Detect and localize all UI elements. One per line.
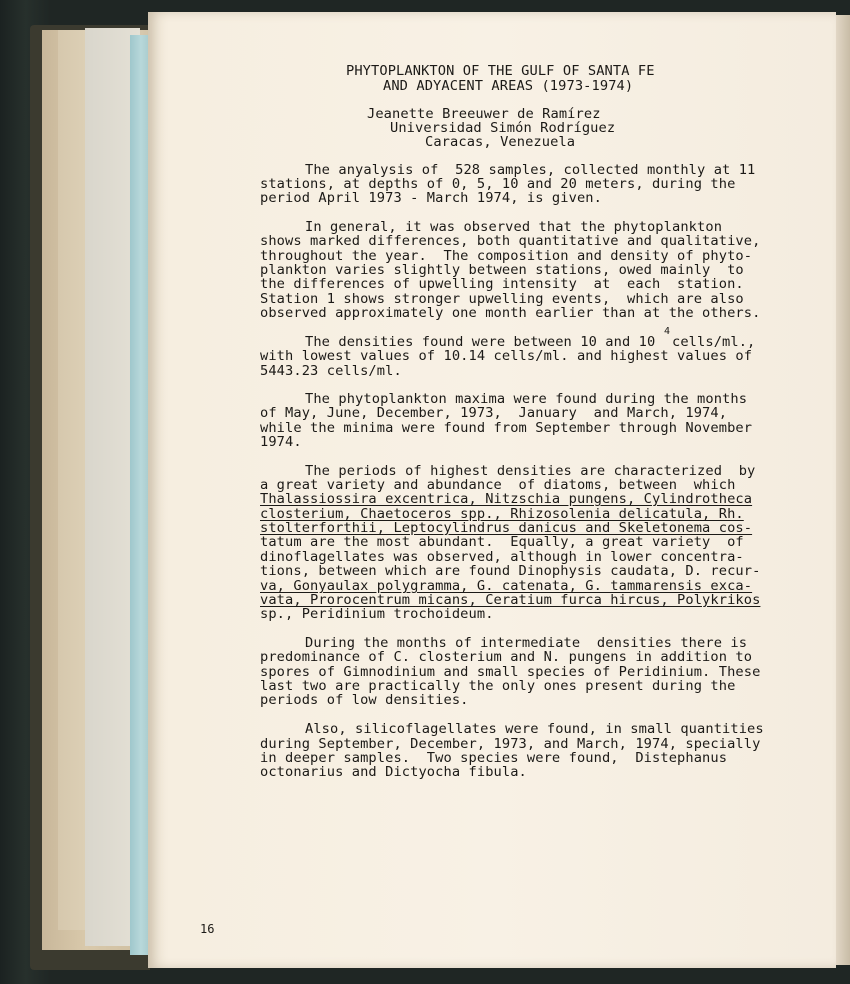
body-line: last two are practically the only ones present during the xyxy=(260,678,736,694)
body-line: tatum are the most abundant. Equally, a great variety of xyxy=(260,534,744,550)
body-line: octonarius and Dictyocha fibula. xyxy=(260,764,527,780)
author-institution: Universidad Simón Rodríguez xyxy=(390,120,616,136)
title-line: AND ADYACENT AREAS (1973-1974) xyxy=(383,78,634,94)
body-line: During the months of intermediate densities there is xyxy=(305,635,748,651)
body-line: period April 1973 - March 1974, is given. xyxy=(260,190,602,206)
body-line: 1974. xyxy=(260,434,302,450)
exponent-superscript: 4 xyxy=(664,326,671,337)
body-line: stations, at depths of 0, 5, 10 and 20 meters, during the xyxy=(260,176,736,192)
author-location: Caracas, Venezuela xyxy=(425,134,576,150)
body-line: throughout the year. The composition and density of phyto- xyxy=(260,248,753,264)
body-line: Station 1 shows stronger upwelling events, which are also xyxy=(260,291,744,307)
body-line: plankton varies slightly between stations, owed mainly to xyxy=(260,262,744,278)
title-line: PHYTOPLANKTON OF THE GULF OF SANTA FE xyxy=(346,63,655,79)
body-line: observed approximately one month earlier than at the others. xyxy=(260,305,761,321)
body-line: spores of Gimnodinium and small species of Peridinium. These xyxy=(260,664,761,680)
body-line: of May, June, December, 1973, January and March, 1974, xyxy=(260,405,728,421)
body-line-species: Thalassiossira excentrica, Nitzschia pungens, Cylindrotheca xyxy=(260,491,753,507)
body-line: The phytoplankton maxima were found during the months xyxy=(305,391,748,407)
body-line: while the minima were found from September through November xyxy=(260,420,753,436)
body-line: shows marked differences, both quantitative and qualitative, xyxy=(260,233,761,249)
body-line: the differences of upwelling intensity at each station. xyxy=(260,276,744,292)
body-line: during September, December, 1973, and March, 1974, specially xyxy=(260,736,761,752)
body-line: with lowest values of 10.14 cells/ml. and highest values of xyxy=(260,348,753,364)
body-line-species: closterium, Chaetoceros spp., Rhizosolenia delicatula, Rh. xyxy=(260,506,744,522)
page-number: 16 xyxy=(200,922,215,936)
author-name: Jeanette Breeuwer de Ramírez xyxy=(367,106,601,122)
body-line-species: va, Gonyaulax polygramma, G. catenata, G. tammarensis exca- xyxy=(260,578,753,594)
body-line: sp., Peridinium trochoideum. xyxy=(260,606,494,622)
body-line-species: stolterforthii, Leptocylindrus danicus and Skeletonema cos- xyxy=(260,520,753,536)
body-line: predominance of C. closterium and N. pungens in addition to xyxy=(260,649,753,665)
body-line: The anyalysis of 528 samples, collected monthly at 11 xyxy=(305,162,756,178)
body-line: in deeper samples. Two species were found, Distephanus xyxy=(260,750,728,766)
body-line: periods of low densities. xyxy=(260,692,469,708)
body-line: Also, silicoflagellates were found, in small quantities xyxy=(305,721,764,737)
body-line: The densities found were between 10 and 10 cells/ml., xyxy=(305,334,756,350)
body-line-species: vata, Prorocentrum micans, Ceratium furca hircus, Polykrikos xyxy=(260,592,761,608)
body-line: tions, between which are found Dinophysis caudata, D. recur- xyxy=(260,563,761,579)
body-line: a great variety and abundance of diatoms, between which xyxy=(260,477,736,493)
body-line: The periods of highest densities are characterized by xyxy=(305,463,756,479)
body-line: In general, it was observed that the phytoplankton xyxy=(305,219,723,235)
body-line: dinoflagellates was observed, although in lower concentra- xyxy=(260,549,744,565)
body-line: 5443.23 cells/ml. xyxy=(260,363,402,379)
